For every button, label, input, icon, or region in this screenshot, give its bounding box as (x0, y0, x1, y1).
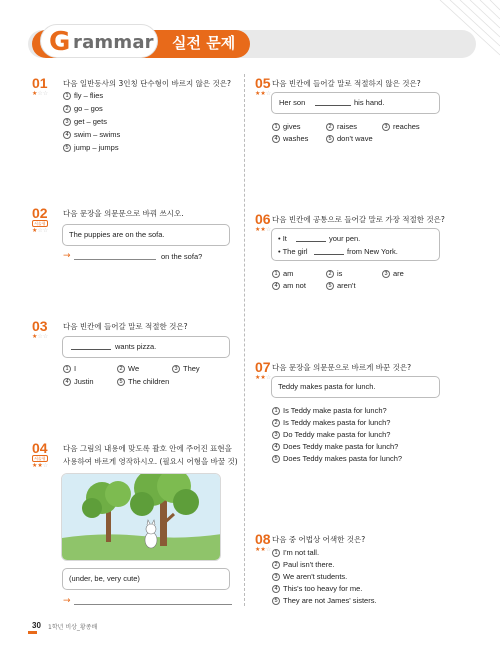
option-2[interactable]: 2 is (326, 269, 342, 279)
difficulty-stars: ★★☆ (255, 546, 272, 553)
option-1[interactable]: 1 fly – flies (63, 91, 103, 101)
question-text-line1: 다음 그림의 내용에 맞도록 괄호 안에 주어진 표현을 (63, 444, 232, 453)
sentence-box (271, 376, 440, 398)
sentence-box (271, 92, 440, 114)
option-4[interactable]: 4 swim – swims (63, 130, 120, 140)
footer-title: 1학년 비상_황종배 (48, 624, 98, 631)
question-text: 다음 빈칸에 들어갈 말로 적절하지 않은 것은? (272, 79, 421, 88)
option-4[interactable]: 4 Justin (63, 377, 94, 387)
line1-part-2: your pen. (329, 234, 361, 243)
sentence-part-2: his hand. (354, 98, 385, 107)
given-sentence: Teddy makes pasta for lunch. (278, 382, 376, 391)
descriptive-tag: 서술형 (34, 221, 46, 226)
header-title: rammar (73, 32, 154, 53)
line1-part-1: • It (278, 234, 287, 243)
blank (315, 98, 351, 106)
difficulty-stars: ★★☆ (255, 90, 272, 97)
option-3[interactable]: 3 get – gets (63, 117, 107, 127)
option-1[interactable]: 1 I'm not tall. (272, 548, 319, 558)
difficulty-stars: ★☆☆ (32, 90, 49, 97)
difficulty-stars: ★★☆ (255, 226, 272, 233)
option-5[interactable]: 5 They are not James' sisters. (272, 596, 377, 606)
answer-arrow: → (63, 596, 71, 606)
option-1[interactable]: 1 am (272, 269, 293, 279)
option-5[interactable]: 5 Does Teddy makes pasta for lunch? (272, 454, 402, 464)
hint-words: (under, be, very cute) (69, 574, 140, 583)
option-1[interactable]: 1 Is Teddy make pasta for lunch? (272, 406, 387, 416)
question-01 (32, 76, 237, 156)
option-3[interactable]: 3 are (382, 269, 404, 279)
question-number: 08 (255, 531, 271, 547)
option-5[interactable]: 5 jump – jumps (63, 143, 119, 153)
question-number: 03 (32, 318, 48, 334)
option-2[interactable]: 2 Paul isn't there. (272, 560, 334, 570)
page-number: 30 (32, 621, 41, 630)
descriptive-tag: 서술형 (34, 456, 46, 461)
sentence-box (271, 228, 440, 261)
tree-cat-illustration (61, 473, 221, 561)
option-3[interactable]: 3 We aren't students. (272, 572, 347, 582)
answer-tail: on the sofa? (161, 252, 203, 261)
option-5[interactable]: 5 aren't (326, 281, 356, 291)
footer-accent (28, 631, 37, 634)
difficulty-stars: ★★☆ (255, 374, 272, 381)
question-number: 05 (255, 75, 271, 91)
question-text: 다음 빈칸에 공통으로 들어갈 말로 가장 적절한 것은? (272, 215, 445, 224)
option-2[interactable]: 2 Is Teddy makes pasta for lunch? (272, 418, 390, 428)
option-3[interactable]: 3 They (172, 364, 200, 374)
option-2[interactable]: 2 We (117, 364, 139, 374)
hint-box (62, 568, 230, 590)
question-number: 01 (32, 75, 48, 91)
blank (314, 247, 344, 255)
difficulty-stars: ★☆☆ (32, 227, 49, 234)
option-3[interactable]: 3 Do Teddy make pasta for lunch? (272, 430, 390, 440)
column-divider (244, 74, 245, 606)
question-text: 다음 문장을 의문문으로 바르게 바꾼 것은? (272, 363, 412, 372)
option-5[interactable]: 5 The children (117, 377, 169, 387)
option-4[interactable]: 4 Does Teddy make pasta for lunch? (272, 442, 398, 452)
question-number: 06 (255, 211, 271, 227)
sentence-part-1: Her son (279, 98, 306, 107)
question-text: 다음 빈칸에 들어갈 말로 적절한 것은? (63, 322, 188, 331)
answer-blank[interactable] (74, 604, 232, 605)
blank (296, 234, 326, 242)
option-4[interactable]: 4 This's too heavy for me. (272, 584, 362, 594)
option-5[interactable]: 5 don't wave (326, 134, 373, 144)
line2-part-1: • The girl (278, 247, 308, 256)
given-sentence: wants pizza. (115, 342, 157, 351)
question-text-line2: 사용하여 바르게 영작하시오. (필요시 어형을 바꿀 것) (63, 457, 238, 466)
blank (71, 342, 111, 350)
question-text: 다음 문장을 의문문으로 바꿔 쓰시오. (63, 209, 184, 218)
line2-part-2: from New York. (347, 247, 398, 256)
option-2[interactable]: 2 raises (326, 122, 357, 132)
question-number: 02 (32, 205, 48, 221)
given-sentence: The puppies are on the sofa. (69, 230, 165, 239)
header-letter: G (49, 27, 71, 57)
header-subtitle: 실전 문제 (172, 34, 236, 52)
answer-arrow: → (63, 251, 71, 261)
corner-decoration (420, 0, 500, 60)
option-1[interactable]: 1 I (63, 364, 76, 374)
difficulty-stars: ★☆☆ (32, 333, 49, 340)
option-3[interactable]: 3 reaches (382, 122, 420, 132)
option-1[interactable]: 1 gives (272, 122, 301, 132)
question-text: 다음 일반동사의 3인칭 단수형이 바르지 않은 것은? (63, 79, 231, 88)
sentence-box (62, 336, 230, 358)
question-04 (32, 441, 237, 471)
question-text: 다음 중 어법상 어색한 것은? (272, 535, 366, 544)
question-number: 04 (32, 440, 48, 456)
sentence-box (62, 224, 230, 246)
question-number: 07 (255, 359, 271, 375)
answer-blank[interactable] (74, 259, 156, 260)
option-2[interactable]: 2 go – gos (63, 104, 103, 114)
option-4[interactable]: 4 washes (272, 134, 308, 144)
option-4[interactable]: 4 am not (272, 281, 306, 291)
difficulty-stars: ★★☆ (32, 462, 49, 469)
